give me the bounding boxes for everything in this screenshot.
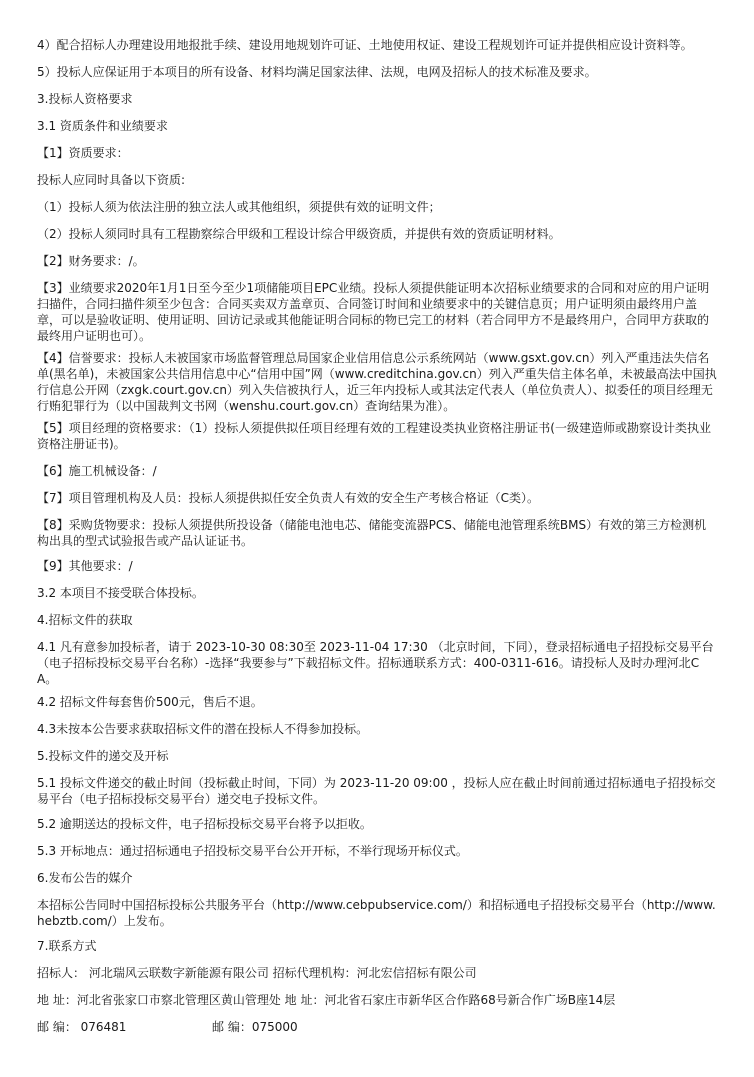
section-heading-7: 7.联系方式 xyxy=(37,939,97,953)
subsection-5-1-deadline: 5.1 投标文件递交的截止时间（投标截止时间，下同）为 2023-11-20 09:00 ，投标人应在截止时间前通过招标通电子招投标交易平台（电子招标投标交易平台）递交电子投标文件。 xyxy=(37,776,716,806)
postcode-tenderer: 邮 编： 076481 xyxy=(37,1020,127,1034)
req-9-other: 【9】其他要求：/ xyxy=(37,559,133,573)
section-heading-6: 6.发布公告的媒介 xyxy=(37,871,133,885)
section-heading-3: 3.投标人资格要求 xyxy=(37,92,133,106)
subsection-5-2-late: 5.2 逾期送达的投标文件，电子招标投标交易平台将予以拒收。 xyxy=(37,817,372,831)
req-2-financial: 【2】财务要求：/。 xyxy=(37,254,145,268)
subsection-4-2-price: 4.2 招标文件每套售价500元，售后不退。 xyxy=(37,695,263,709)
req-1-qualification: 【1】资质要求： xyxy=(37,146,129,160)
qualification-item-1: （1）投标人须为依法注册的独立法人或其他组织，须提供有效的证明文件； xyxy=(37,200,441,214)
req-7-management: 【7】项目管理机构及人员：投标人须提供拟任安全负责人有效的安全生产考核合格证（C类）。 xyxy=(37,491,540,505)
contact-address: 地 址：河北省张家口市察北管理区黄山管理处 地 址：河北省石家庄市新华区合作路68号新合作广场B座14层 xyxy=(37,993,616,1007)
subsection-4-3-eligibility: 4.3未按本公告要求获取招标文件的潜在投标人不得参加投标。 xyxy=(37,722,369,736)
req-6-machinery: 【6】施工机械设备：/ xyxy=(37,464,157,478)
section-heading-5: 5.投标文件的递交及开标 xyxy=(37,749,169,763)
req-8-goods: 【8】采购货物要求：投标人须提供所投设备（储能电池电芯、储能变流器PCS、储能电池管理系统BMS）有效的第三方检测机构出具的型式试验报告或产品认证证书。 xyxy=(37,518,707,548)
subsection-4-1-download: 4.1 凡有意参加投标者，请于 2023-10-30 08:30至 2023-11-04 17:30 （北京时间，下同），登录招标通电子招投标交易平台（电子招标投标交易平台名称）-选择“我要参与”下载招标文件。招标通联系方式：400-0311-616。请投标人及时办理河北CA。 xyxy=(37,640,714,686)
req-3-performance: 【3】业绩要求2020年1月1日至今至少1项储能项目EPC业绩。投标人须提供能证明本次招标业绩要求的合同和对应的用户证明扫描件，合同扫描件须至少包含：合同买卖双方盖章页、合同签订时间和业绩要求中的关键信息页；用户证明须由最终用户盖章，可以是验收证明、使用证明、回访记录或其他能证明合同标的物已完工的材料（若合同甲方不是最终用户，合同甲方获取的最终用户证明也可）。 xyxy=(37,281,710,343)
paragraph-item-5-standards: 5）投标人应保证用于本项目的所有设备、材料均满足国家法律、法规，电网及招标人的技术标准及要求。 xyxy=(37,65,597,79)
paragraph-item-4-design-data: 4）配合招标人办理建设用地报批手续、建设用地规划许可证、土地使用权证、建设工程规划许可证并提供相应设计资料等。 xyxy=(37,38,693,52)
contact-tenderer-agent: 招标人： 河北瑞风云联数字新能源有限公司 招标代理机构：河北宏信招标有限公司 xyxy=(37,966,477,980)
qualification-item-2: （2）投标人须同时具有工程勘察综合甲级和工程设计综合甲级资质，并提供有效的资质证明材料。 xyxy=(37,227,561,241)
postcode-agent: 邮 编：075000 xyxy=(212,1020,298,1034)
section-heading-4: 4.招标文件的获取 xyxy=(37,613,133,627)
subsection-heading-3-1: 3.1 资质条件和业绩要求 xyxy=(37,119,168,133)
contact-postcode-row xyxy=(37,1019,717,1035)
subsection-5-3-opening: 5.3 开标地点：通过招标通电子招投标交易平台公开开标，不举行现场开标仪式。 xyxy=(37,844,468,858)
qualification-intro: 投标人应同时具备以下资质: xyxy=(37,173,186,187)
req-4-credit: 【4】信誉要求：投标人未被国家市场监督管理总局国家企业信用信息公示系统网站（www.gsxt.gov.cn）列入严重违法失信名单(黑名单)，未被国家公共信用信息中心“信用中国”网（www.creditchina.gov.cn）列入严重失信主体名单，未被最高法中国执行信息公开网（zxgk.court.gov.cn）列入失信被执行人，近三年内投标人或其法定代表人（单位负责人）、拟委任的项目经理无行贿犯罪行为（以中国裁判文书网（wenshu.court.gov.cn）查询结果为准）。 xyxy=(37,351,717,413)
req-5-project-manager: 【5】项目经理的资格要求：（1）投标人须提供拟任项目经理有效的工程建设类执业资格注册证书(一级建造师或勘察设计类执业资格注册证书)。 xyxy=(37,421,711,451)
subsection-3-2-consortium: 3.2 本项目不接受联合体投标。 xyxy=(37,586,204,600)
publication-media: 本招标公告同时中国招标投标公共服务平台（http://www.cebpubservice.com/）和招标通电子招投标交易平台（http://www.hebztb.com/）上发布。 xyxy=(37,898,716,928)
